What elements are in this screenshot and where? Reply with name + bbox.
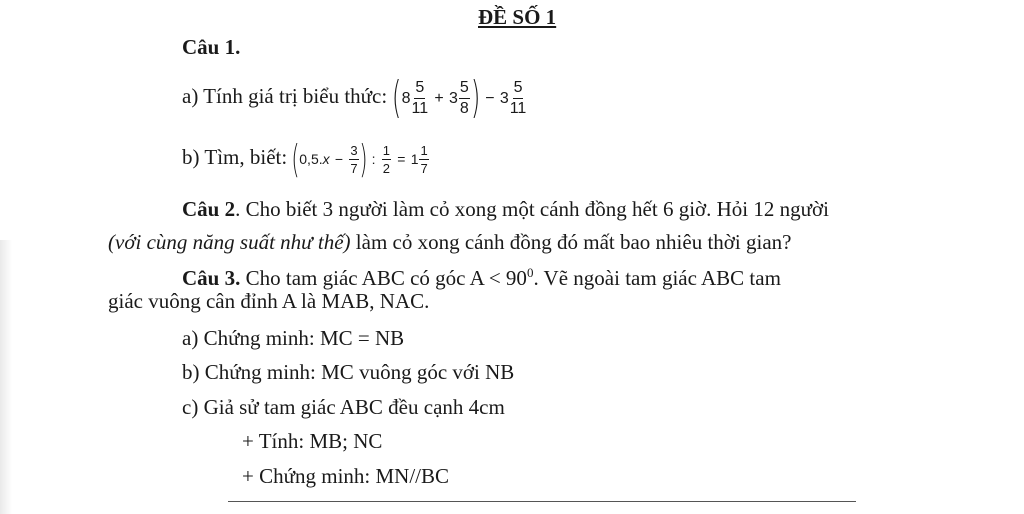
- degree-superscript: 0: [526, 265, 534, 280]
- question-1b: [182, 137, 430, 181]
- question-3-text-1: Cho tam giác ABC có góc A < 90: [240, 266, 527, 290]
- question-2-line-1: [182, 196, 829, 222]
- mixed-whole-2: 3: [448, 89, 458, 107]
- question-2-text-1: . Cho biết 3 người làm cỏ xong một cánh đồng hết 6 giờ. Hỏi 12 người: [235, 197, 829, 221]
- page-edge-shadow: [0, 240, 12, 514]
- question-3b: b) Chứng minh: MC vuông góc với NB: [182, 360, 515, 384]
- question-3-text-2: . Vẽ ngoài tam giác ABC tam: [533, 266, 781, 290]
- minus-sign: −: [485, 89, 495, 107]
- question-2-text-2: làm cỏ xong cánh đồng đó mất bao nhiêu thời gian?: [350, 230, 792, 254]
- page-title: ĐỀ SỐ 1: [478, 5, 557, 29]
- variable-x: x: [322, 150, 330, 167]
- question-3c: c) Giả sử tam giác ABC đều cạnh 4cm: [182, 395, 505, 419]
- equals-sign: =: [397, 150, 406, 167]
- question-2-label: Câu 2: [182, 197, 236, 221]
- fraction-3-7: $\frac{3}{7}$: [350, 142, 358, 176]
- question-1-heading: Câu 1.: [182, 35, 241, 59]
- right-paren: ): [358, 137, 368, 181]
- fraction-3: $\frac{5}{11}$: [509, 78, 527, 117]
- fraction-1: $\frac{5}{11}$: [411, 78, 429, 117]
- division-colon: :: [371, 150, 376, 167]
- question-3-line-1: [182, 260, 781, 291]
- left-paren: (: [392, 72, 402, 123]
- fraction-1-7: $\frac{1}{7}$: [420, 142, 428, 176]
- mixed-whole: 1: [410, 150, 419, 167]
- question-3-label: Câu 3.: [182, 266, 241, 290]
- question-3a: a) Chứng minh: MC = NB: [182, 326, 405, 350]
- mixed-whole-3: 3: [499, 89, 509, 107]
- plus-sign: +: [434, 89, 444, 107]
- question-2-line-2: [108, 229, 791, 255]
- term-coefficient: 0,5.: [299, 150, 323, 167]
- separator-line: [228, 501, 856, 502]
- question-1a-prefix: a) Tính giá trị biểu thức:: [182, 83, 388, 108]
- question-1a: [182, 72, 527, 123]
- minus-sign: −: [334, 150, 344, 167]
- left-paren: (: [291, 137, 300, 181]
- mixed-whole-1: 8: [401, 89, 411, 107]
- question-3-line-2: giác vuông cân đỉnh A là MAB, NAC.: [108, 289, 430, 313]
- fraction-2: $\frac{5}{8}$: [459, 78, 469, 117]
- fraction-1-2: $\frac{1}{2}$: [382, 142, 390, 176]
- question-2-italic: (với cùng năng suất như thế): [108, 230, 351, 254]
- question-3c-point-1: + Tính: MB; NC: [242, 429, 383, 453]
- right-paren: ): [470, 72, 481, 123]
- question-3c-point-2: + Chứng minh: MN//BC: [242, 464, 450, 488]
- question-1b-prefix: b) Tìm, biết:: [182, 144, 288, 169]
